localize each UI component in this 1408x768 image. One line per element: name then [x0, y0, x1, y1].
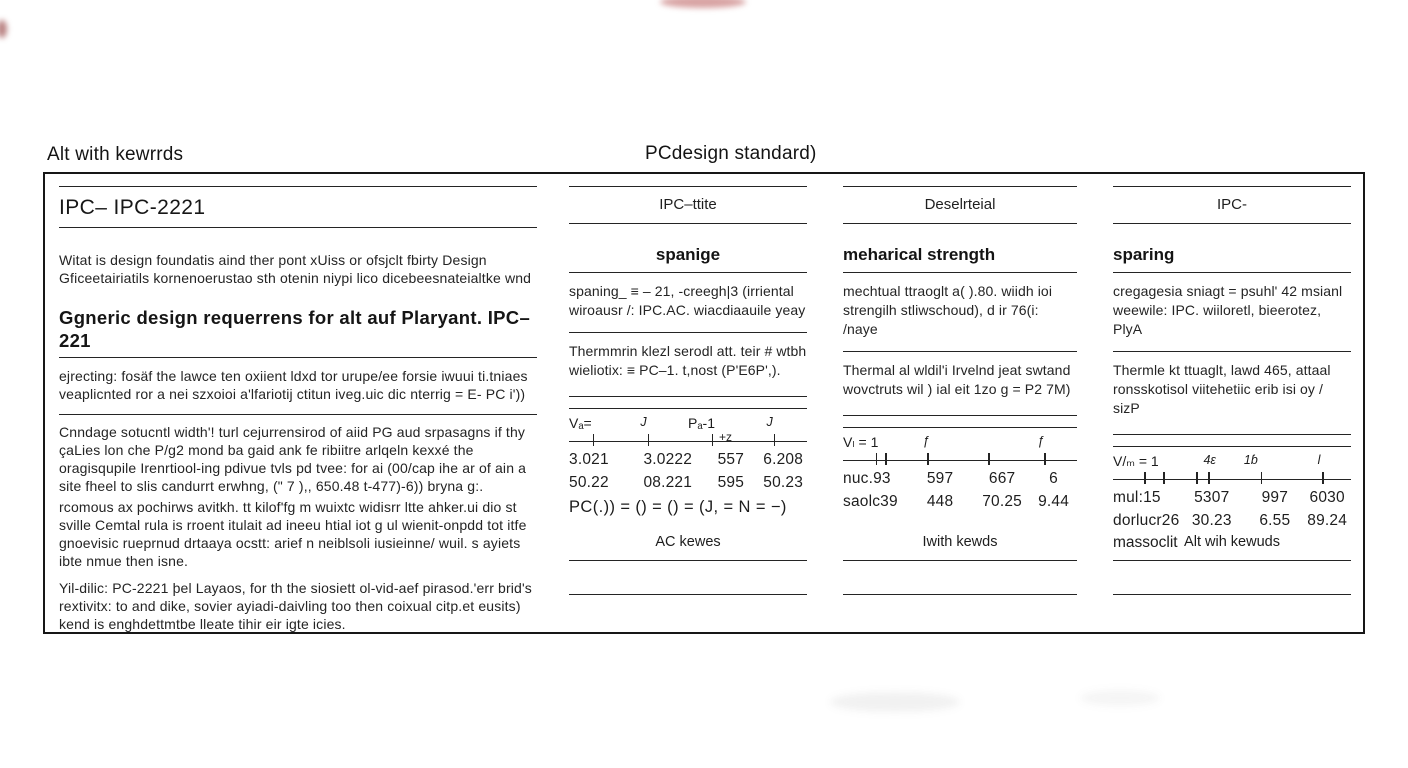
- divider-line: [59, 357, 537, 358]
- divider-line: [1113, 272, 1351, 273]
- axis-label: l: [1317, 453, 1321, 467]
- divider-line: [843, 351, 1077, 352]
- axis-tick: [876, 453, 878, 465]
- value-row: [1113, 487, 1351, 508]
- page-title: PCdesign standard): [645, 143, 817, 164]
- axis-labels: [569, 415, 807, 433]
- divider-line: [569, 396, 807, 397]
- paragraph: Cnndage sotucntl width'! turl cejurrensirod of aiid PG aud srpasagns if thy çaLies lon che P/g2 mond ba gaid ank fe ribiitre arlqeln kexxé the oragisqupile Irenrtiool-ing pdivue tvls pd tvee: for ai (00/cap ihe ar of ain a site fheel to slis candurrt erwhng, (" 7 ),, 650.48 t-477)-6)) bryna g:.: [59, 424, 527, 494]
- value-cell: 50.23: [763, 474, 804, 491]
- paragraph: mechtual ttraoglt a( ).80. wiidh ioi strengilh stliwschoud), d ir 76(i: /naye: [843, 283, 1053, 337]
- paragraph: ejrecting: fosäf the lawce ten oxiient ldxd tor urupe/ee forsie iwuui ti.tniaes veaplicnted ror a nei szxoioi a'lfariotij ctitun iveg.uic dic nterrig = E- PC i')): [59, 368, 528, 402]
- value-cell: 6.208: [763, 451, 804, 468]
- red-dot-artifact: [0, 20, 7, 38]
- divider-line: [843, 560, 1077, 561]
- axis-tick: [988, 453, 990, 465]
- axis-labels: [843, 434, 1077, 452]
- column-header: IPC–ttite: [659, 196, 717, 213]
- red-smudge-artifact: [660, 0, 746, 8]
- value-row: [843, 491, 1077, 512]
- divider-line: [1113, 223, 1351, 224]
- axis-tick: [1044, 453, 1046, 465]
- divider-line: [569, 594, 807, 595]
- value-cell: 595: [717, 474, 745, 491]
- value-cell: 9.44: [1038, 493, 1070, 510]
- gray-smudge-artifact: [1080, 690, 1160, 706]
- value-cell: 89.24: [1307, 512, 1348, 529]
- column-overview: [59, 174, 537, 632]
- section-heading: Ggneric design requerrens for alt auf Plaryant. IPC–221: [59, 307, 531, 351]
- axis-tick: [593, 434, 595, 446]
- paragraph: Thermle kt ttuaglt, lawd 465, attaal ronsskotisol viitehetiic erib isi oy / sizP: [1113, 362, 1331, 416]
- divider-line: [843, 186, 1077, 187]
- value-cell: dorlucr26: [1113, 512, 1180, 529]
- comparison-table: [43, 172, 1365, 634]
- axis-note: +z: [718, 430, 732, 444]
- paragraph: Thermmrin klezl serodl att. teir # wtbh wieliotix: ≡ PC–1. t,nost (P'E6P',).: [569, 343, 807, 378]
- axis-label: J: [640, 415, 647, 429]
- paragraph: Yil-dilic: PC-2221 þel Layaos, for th the siosiett ol-vid-aef pirasod.'err brid's rextivitx: to and dike, sovier ayiadi-daivling too then coixual citp.et eusits) kend is enghdettmtbe lleate tihir eir igte icies.: [59, 580, 532, 632]
- axis-tick: [1144, 472, 1146, 484]
- value-row: [1113, 510, 1351, 531]
- value-row: [569, 472, 807, 493]
- column-header: IPC-: [1217, 196, 1247, 213]
- divider-line: [1113, 434, 1351, 435]
- value-cell: mul:15: [1113, 489, 1161, 506]
- divider-line: [843, 427, 1077, 428]
- divider-line: [59, 414, 537, 415]
- axis-tick: [885, 453, 887, 465]
- axis-label: V/ₘ = 1: [1113, 453, 1159, 469]
- column-footer: Alt wih kewuds: [1184, 534, 1280, 550]
- divider-line: [569, 223, 807, 224]
- axis-tick: [1322, 472, 1324, 484]
- value-cell: 6030: [1309, 489, 1345, 506]
- divider-line: [1113, 594, 1351, 595]
- divider-line: [59, 227, 537, 228]
- value-cell: 08.221: [643, 474, 693, 491]
- paragraph: cregagesia sniagt = psuhl' 42 msianl weewile: IPC. wiiloretl, bieerotez, PlyA: [1113, 283, 1343, 337]
- column-subheading: spanige: [655, 245, 721, 264]
- paragraph: Thermal al wldil'i Irvelnd jeat swtand wovctruts wil ) ial eit 1zo g = P2 7M): [843, 362, 1071, 397]
- axis-tick: [648, 434, 650, 446]
- paragraph: rcomous ax pochirws avitkh. tt kilof'fg m wuixtc widisrr ltte ahker.ui dio st sville Cemtal rula is rroent itulait ad ineeu htial iot g ul wienit-onpdd tot itfe gnoevisic rueprnud drtaaya ocstt: arief n neiblsoli iusieinne/ wuil. s ayiets ibte nmue then isne.: [59, 499, 527, 569]
- divider-line: [569, 332, 807, 333]
- axis-tick: [712, 434, 714, 446]
- column-subheading: meharical strength: [843, 245, 996, 264]
- value-cell: 50.22: [569, 474, 609, 491]
- number-line-axis: [1113, 471, 1351, 480]
- value-cell: 557: [717, 451, 745, 468]
- value-cell: 597: [926, 470, 954, 487]
- value-cell: 3.021: [569, 451, 609, 468]
- value-cell: 997: [1261, 489, 1289, 506]
- divider-line: [843, 594, 1077, 595]
- value-cell: 30.23: [1191, 512, 1232, 529]
- paragraph: spaning_ ≡ – 21, -creegh|3 (irriental wiroausr /: IPC.AC. wiacdiaauile yeay: [569, 283, 806, 318]
- column-footer: Iwith kewds: [922, 534, 998, 550]
- axis-tick: [774, 434, 776, 446]
- value-cell: 5307: [1194, 489, 1230, 506]
- value-row: [569, 449, 807, 470]
- top-left-caption: Alt with kewrrds: [47, 144, 184, 165]
- standard-title: IPC– IPC-2221: [59, 196, 206, 219]
- axis-label: ƒ: [1037, 434, 1045, 448]
- paragraph: Witat is design foundatis aind ther pont xUiss or ofsjclt fbirty Design Gficeetairiatils kornenoerustao sth otenin niypi lico dicebeesnateialtke wnd: [59, 252, 532, 286]
- divider-line: [1113, 446, 1351, 447]
- axis-label: Vₗ = 1: [843, 434, 879, 450]
- axis-tick: [1261, 472, 1263, 484]
- axis-label: J: [766, 415, 773, 429]
- axis-label: 4ɛ: [1203, 453, 1216, 467]
- divider-line: [59, 186, 537, 187]
- divider-line: [843, 415, 1077, 416]
- number-line-axis: [569, 430, 807, 444]
- value-cell: 667: [988, 470, 1016, 487]
- value-row: [843, 468, 1077, 489]
- axis-labels: [1113, 453, 1351, 471]
- value-cell: saolc39: [843, 493, 898, 510]
- number-line-axis: [843, 452, 1077, 461]
- value-cell: 6: [1049, 470, 1058, 487]
- value-cell: 448: [926, 493, 954, 510]
- divider-line: [843, 223, 1077, 224]
- axis-label: ƒ: [922, 434, 930, 448]
- axis-label: 1ɓ: [1243, 453, 1258, 467]
- formula-text: PC(.)) = () = () = (J, = N = −): [569, 498, 787, 516]
- divider-line: [1113, 186, 1351, 187]
- value-row-extra: massoclit: [1113, 534, 1178, 551]
- value-cell: 6.55: [1259, 512, 1291, 529]
- column-ipc: [1113, 174, 1351, 632]
- column-footer: AC kewes: [655, 534, 721, 550]
- column-deselrteial: [843, 174, 1077, 632]
- divider-line: [1113, 351, 1351, 352]
- column-header: Deselrteial: [924, 196, 996, 213]
- divider-line: [843, 272, 1077, 273]
- value-cell: 3.0222: [643, 451, 693, 468]
- divider-line: [569, 408, 807, 409]
- axis-tick: [1196, 472, 1198, 484]
- axis-label: Pₐ-1: [688, 415, 715, 431]
- axis-tick: [927, 453, 929, 465]
- axis-label: Vₐ=: [569, 415, 592, 431]
- value-cell: 70.25: [982, 493, 1022, 510]
- value-cell: nuc.93: [843, 470, 891, 487]
- divider-line: [569, 560, 807, 561]
- axis-tick: [1163, 472, 1165, 484]
- gray-smudge-artifact: [830, 692, 960, 712]
- divider-line: [569, 272, 807, 273]
- axis-tick: [1208, 472, 1210, 484]
- column-subheading: sparing: [1113, 245, 1175, 264]
- column-ipc-ttite: [569, 174, 807, 632]
- divider-line: [569, 186, 807, 187]
- divider-line: [1113, 560, 1351, 561]
